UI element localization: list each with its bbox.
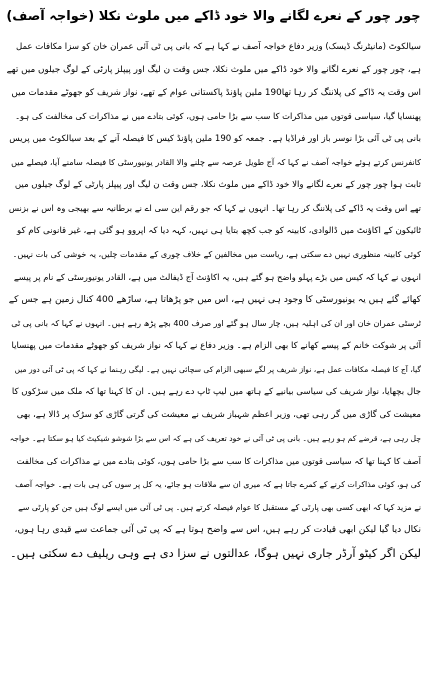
article-line: نکال دیا گیا لیکن ابھی قیادت کر رہے ہیں، اس سے واضح ہوتا ہے کہ پی ٹی آئی جماعت سے قیدی رہا ہوں، [14,525,421,535]
article-body [6,36,421,565]
article-line: انہوں نے کہا کہ کیس میں بڑے پہلو واضح ہو گئے ہیں، یہ اکاؤنٹ آج ڈیفالٹ میں ہے، القادر یونیورسٹی کے نام پر پیسے [13,272,421,282]
article-line: لیکن اگر کیٹو آرڈر جاری نہیں ہوگا، عدالتوں نے سزا دی ہے وہی ریلیف دے سکتی ہیں۔ [10,546,421,560]
article-line: تھے اس وقت یہ ڈاکے کی پلاننگ کر رہا تھا۔ انہوں نے کہا کہ جو رقم این سی اے نے برطانیہ سے بھیجی وہ اس نے بزنس [8,203,421,213]
article-line: ٹائیکون کے اکاؤنٹ میں ڈالوادی، کابینہ کو جب کچھ بتایا ہی نہیں، کہہ دیا کہ اپروو ہو گئی ہے، غیر قانونی کام کو [17,226,421,236]
article-line: ثابت ہوا چور چور کے نعرے لگانے والا خود ڈاکے میں ملوث نکلا، جس وقت ن لیگ اور پیپلز پارٹی کے لوگ جیلوں میں [14,180,421,190]
article-line: جال بچھایا، نواز شریف کی سیاسی بیانیے کے ہاتھ میں لیپ ٹاپ دے رہے ہیں۔ ان کا کہنا تھا کہ ملک میں سڑکوں کا [11,387,421,397]
article-headline: چور چور کے نعرے لگانے والا خود ڈاکے میں ملوث نکلا (خواجہ آصف) [6,9,421,24]
article-line: چل رہی ہے، قرضے کم ہو رہے ہیں۔ بانی پی ٹی آئی نے خود تعریف کی ہے کہ اس سے بڑا شوشو شیکیٹ کیا ہو سکتا ہے۔ خواجہ [9,434,421,443]
article-line: کوئی کابینہ منظوری نہیں دے سکتی ہے، ریاست میں مخالفین کے خلاف چوری کے مقدمات چلیں، یہ خوشی کی بات نہیں۔ [12,249,421,259]
article-line: کی ہو، کوئی مذاکرات کرنے کے کمرے جاتا ہے کہ میری ان سے ملاقات ہو جائے، یہ کل پر سوں کی ہی بات ہے۔ خواجہ آصف [15,480,421,489]
article-line: گیا، آج کا فیصلہ مکافات عمل ہے، نواز شریف پر لگے سبھی الزام کی سچائی نہیں ہے۔ لیگی رہنما نے کہا کہ پی ٹی آئی دور میں [14,365,421,374]
article-line: سیالکوٹ (مانیٹرنگ ڈیسک) وزیر دفاع خواجہ آصف نے کہا ہے کہ بانی پی ٹی آئی عمران خان کو سزا مکافات عمل [15,42,421,52]
article-line: معیشت کی گاڑی میں گر رہی تھی، وزیر اعظم شہباز شریف نے معیشت کی گرتی گاڑی کو سڑک پر ڈالا ہے، بھی [16,410,421,420]
article-line: بانی پی ٹی آئی بڑا نوسر باز اور فراڈیا ہے۔ جمعہ کو 190 ملین پاؤنڈ کیس کا فیصلہ آنے کے بعد سیالکوٹ میں پریس [9,134,421,144]
article-line: ٹرسٹی عمران خان اور ان کی اہلیہ ہیں، چار سال ہو گئے اور صرف 400 بچے پڑھ رہے ہیں۔ انہوں نے کہا کہ بانی پی ٹی [11,318,421,328]
article-line: پھنسایا گیا، سیاسی قوتوں میں مذاکرات کا سب سے بڑا حامی ہوں، کوئی بتادے میں نے مذاکرات کی مخالفت کی ہو۔ [15,111,421,121]
article-line: آئی پر شوکت خانم کے پیسے کھانے کا بھی الزام ہے۔ وزیر دفاع نے کہا کہ نواز شریف کو جھوٹے مقدمات میں پھنسایا [11,341,421,351]
article-line: اس وقت یہ ڈاکے کی پلاننگ کر رہا تھا190 ملین پاؤنڈ پاکستانی عوام کے تھے، نواز شریف کو جھوٹے مقدمات میں [11,88,421,98]
article-line: نے مزید کہا کہ ابھی کسی بھی پارٹی کے مستقبل کا عوام فیصلہ کرتے ہیں۔ پی ٹی آئی میں ایسے لوگ ہیں جن کو پارٹی سے [18,503,421,512]
article-line: آصف کا کہنا تھا کہ سیاسی قوتوں میں مذاکرات کا سب سے بڑا حامی ہوں، کوئی بتادے میں نے مذاکرات کی مخالفت [16,456,421,466]
article-line: کھائے گئے ہیں یہ یونیورسٹی کا وجود ہی نہیں ہے، اس میں جو پڑھاتا ہے، ساڑھے 400 کنال زمین ہے جس کے [8,295,421,305]
article-line: کانفرنس کرتے ہوئے خواجہ آصف نے کہا کہ آج طویل عرصہ سے چلنے والا القادر یونیورسٹی کا فیصلہ سامنے آیا، فیصلے میں [11,157,421,167]
article-line: ہے، چور چور کے نعرے لگانے والا خود ڈاکے میں ملوث نکلا، جس وقت ن لیگ اور پیپلز پارٹی کے لوگ جیلوں میں تھے [6,65,421,75]
